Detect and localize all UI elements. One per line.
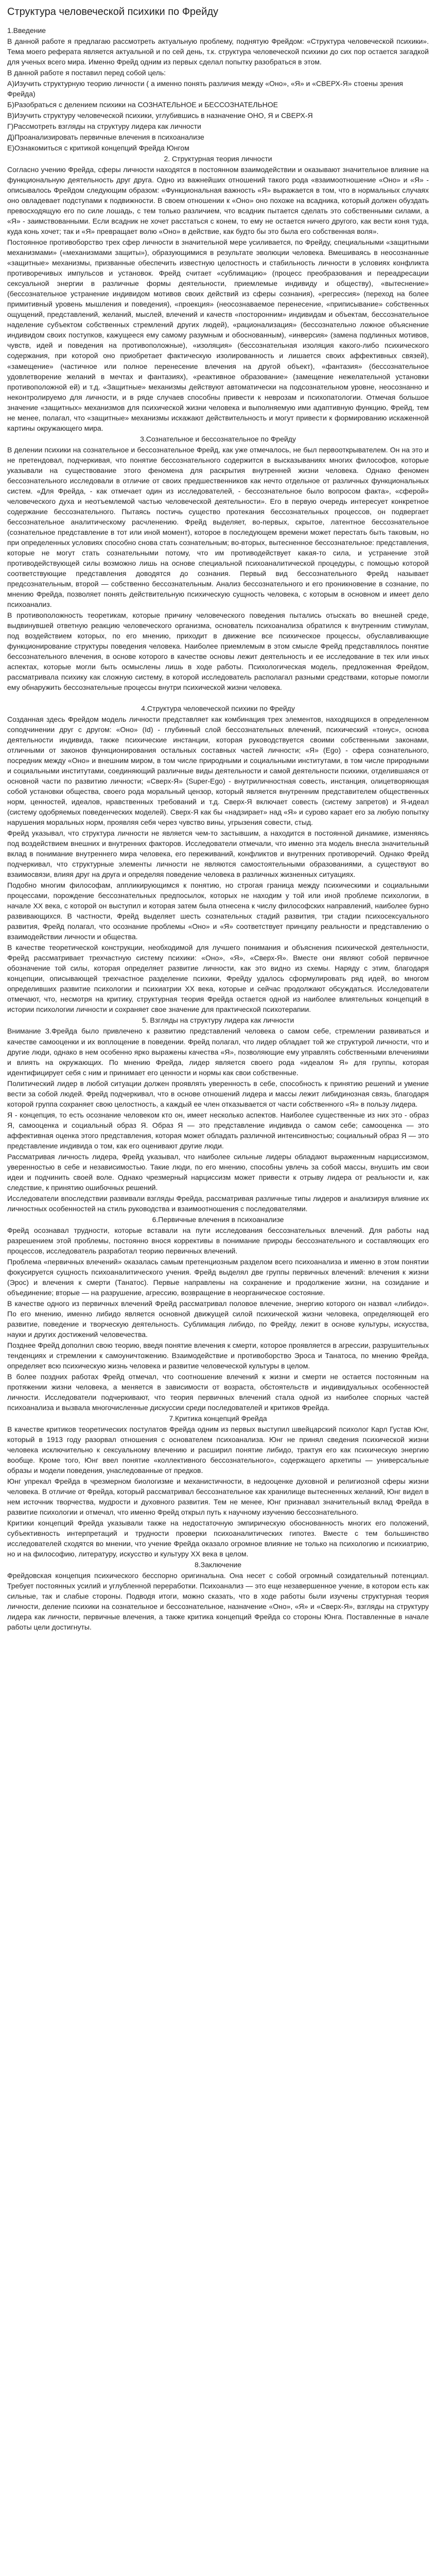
section-heading: 7.Критика концепций Фрейда	[169, 1414, 267, 1423]
paragraph: Созданная здесь Фрейдом модель личности представляет как комбинация трех элементов, находящихся в определенном соподчинении друг с другом: «Оно» (Id) - глубинный слой бессознательных влечений, психический «тонус», основа деятельности индивида, также психические инстанции, которая руководствуется своими собственными законами, отличными от законов функционирования остальных составных частей личности; «Я» (Ego) - сфера сознательного, посредник между «Оно» и внешним миром, в том числе природными и социальными институтами, в том числе природными и социальными институтами, соединяющий различные виды деятельности и самой деятельности психики, отделившаяся от основной части по развитию личности; «Сверх-Я» (Super-Ego) - внутриличностная совесть, инстанция, олицетворяющая собой установки общества, своего рода моральный цензор, который является внутренним представителем общественных норм, ценностей, идеалов, нравственных требований и т.д. Сверх-Я включает совесть (систему запретов) и Я-идеал (систему одобряемых поведенческих моделей). Сверх-Я как бы «надзирает» над «Я» и сурово карает его за любую попытку нарушения моральных норм, проявляя себя через чувство вины, угрызения совести, стыд.	[7, 715, 429, 827]
paragraph: Политический лидер в любой ситуации должен проявлять уверенность в себе, способность к принятию решений и умение вести за собой людей. Фрейд подчеркивал, что в основе отношений лидера и массы лежит либидинозная связь, благодаря которой группа сохраняет свою целостность, а каждый ее член отказывается от части собственного «Я» в пользу лидера.	[7, 1079, 429, 1108]
goal-item: Б)Разобраться с делением психики на СОЗНАТЕЛЬНОЕ и БЕССОЗНАТЕЛЬНОЕ	[7, 100, 278, 109]
section-heading: 8.Заключение	[195, 1561, 241, 1569]
paragraph: В противоположность теоретикам, которые причину человеческого поведения пытались отыскать во внешней среде, выдвинувшей ответную реакцию человеческого организма, основатель психоанализа обратился к внутренним стимулам, под воздействием которых, по его мнению, приходит в движение все психическое процессы, обуславливающие функционирование структуры поведения человека. Наиболее приемлемым в этом смысле Фрейд представлялось понятие бессознательного влечения, в основе которого в качестве основы лежит деятельность и ее исследование в тех или иных аспектах, которые могли быть осмыслены лишь в ходе работы. Психологическая модель, предложенная Фрейдом, рассматривала психику как сложную систему, в которой исследователь располагал разными средствами, которые помогли ему обнаружить бессознательные процессы внутри психической жизни человека.	[7, 611, 429, 691]
paragraph: Подобно многим философам, аппликирующимся к понятию, но строгая граница между психическими и социальными процессами, порождение бессознательных предпосылок, которых не находим у той или иной проблеме психологии, в начале XX века, с которой он выступил и которая затем была отнесена к числу философских направлений, наиболее бурно развивающихся. В частности, Фрейд выделяет шесть сознательных стадий развития, три стадии психосексуального развития, Фрейд полагал, что осознание проблемы «Оно» и «Я» соответствует принципу реальности и представлению о взаимодействии личности и общества.	[7, 881, 429, 941]
section-heading: 2. Структурная теория личности	[164, 155, 272, 163]
goal-item: А)Изучить структурную теорию личности ( а именно понять различия между «Оно», «Я» и «СВЕРХ-Я» стоены зрения Фрейда)	[7, 79, 403, 98]
paragraph: Я - концепция, то есть осознание человеком кто он, имеет несколько аспектов. Наиболее существенные из них это - образ Я, самооценка и социальный образ Я. Образ Я — это представление индивида о самом себе; самооценка — это аффективная оценка этого представления, которая может обладать различной интенсивностью; социальный образ Я — это представление индивида о том, как его оценивают другие люди.	[7, 1110, 429, 1150]
paragraph: Внимание З.Фрейда было привлечено к развитию представлений человека о самом себе, стремлении развиваться и качестве самооценки и их воплощение в поведении. Фрейд полагал, что лидер обладает той же структурой личности, что и другие люди, однако в нем особенно ярко выражены качества «Я», позволяющие ему управлять собственными влечениями и влиять на окружающих. По мнению Фрейда, лидер является своего рода «идеалом Я» для группы, которая идентифицирует себя с ним и принимает его ценности и нормы как свои собственные.	[7, 1027, 429, 1077]
paragraph: Позднее Фрейд дополнил свою теорию, введя понятие влечения к смерти, которое проявляется в агрессии, разрушительных тенденциях и стремлении к самоуничтожению. Взаимодействие и противоборство Эроса и Танатоса, по мнению Фрейда, определяет всю психическую жизнь человека и развитие человеческой культуры в целом.	[7, 1341, 429, 1370]
section-heading: 4.Структура человеческой психики по Фрейду	[141, 704, 295, 713]
paragraph: Согласно учению Фрейда, сферы личности находятся в постоянном взаимодействии и оказывают значительное влияние на функциональную деятельность друг друга. Одно из важнейших отношений такого рода «взаимоотношение «Оно» и «Я» - описывалось Фрейдом следующим образом: «Функциональная важность «Я» выражается в том, что в нормальных случаях оно овладевает подступами к подвижности. В своем отношении к «Оно» оно похоже на всадника, который должен обуздать превосходящую его по силе лошадь, с тем только различием, что всадник пытается сделать это собственными силами, а «Я» - заимствованными. Если всадник не хочет расстаться с конем, то ему не остается ничего другого, как вести коня туда, куда конь хочет; так и «Я» превращает волю «Оно» в действие, как будто бы это была его собственная воля».	[7, 165, 429, 236]
paragraph: Исследователи впоследствии развивали взгляды Фрейда, рассматривая различные типы лидеров и анализируя влияние их личностных особенностей на стиль руководства и взаимоотношения с последователями.	[7, 1194, 429, 1213]
paragraph: Юнг упрекал Фрейда в чрезмерном биологизме и механистичности, в недооценке духовной и религиозной сферы жизни человека. В отличие от Фрейда, который рассматривал бессознательное как хранилище вытесненных желаний, Юнг видел в нем источник творчества, мудрости и духовного развития. Тем не менее, Юнг признавал значительный вклад Фрейда в развитие психологии и отмечал, что именно Фрейд открыл путь к научному изучению бессознательного.	[7, 1477, 429, 1517]
paragraph: Фрейд осознавал трудности, которые вставали на пути исследования бессознательных влечений. Для работы над разрешением этой проблемы, постоянно внося коррективы в понимание природы бессознательного и составляющих его процессов, исследователь разработал теорию первичных влечений.	[7, 1226, 429, 1255]
paragraph: Постоянное противоборство трех сфер личности в значительной мере усиливается, по Фрейду, специальными «защитными механизмами» («механизмами защиты»), образующимися в результате эволюции человека. Вмешиваясь в неосознанные «защитные» механизмы, призванные обеспечить известную целостность и стабильность личности в условиях конфликта противоречивых импульсов и установок. Фрейд считает «сублимацию» (процесс преобразования и переадресации сексуальной энергии в различные формы деятельности, приемлемые индивиду и обществу), «вытеснение» (бессознательное устранение индивидом мотивов своих действий из сферы сознания), «регрессия» (переход на более примитивный уровень мышления и поведения), «проекция» (неосознаваемое перенесение, «приписывание» собственных ощущений, представлений, желаний, мыслей, влечений и качеств «посторонним» индивидам и объектам, бессознательное наделение субъектом собственных стремлений других людей), «рационализация» (бессознательно ложное объяснение индивидом своих поступков, кажущееся ему самому разумным и обоснованным), «инверсия» (замена подлинных мотивов, чувств, идей и поведения на противоположные), «изоляция» (бессознательная изоляция какого-либо психического содержания, при которой оно приобретает фактическую изолированность и лишается своих аффективных связей), «замещение» (частичное или полное перенесение влечения на другой объект), «фантазия» (бессознательное удовлетворение желаний в мечтах и фантазиях), «реактивное образование» (замещение нежелательной установки противоположной ей) и т.д. «Защитные» механизмы действуют автоматически на подсознательном уровне, неосознанно и неконтролируемо для личности, и в ряде случаев способны привести к неврозам и психопатологии. Отмечая большое значение «защитных» механизмов для психической жизни человека и выполняемую ими адаптивную функцию, Фрейд, тем не менее, полагал, что «защитные» механизмы искажают действительность и могут привести к формированию искаженной картины окружающего мира.	[7, 238, 429, 432]
paragraph: В данной работе я поставил перед собой цель:	[7, 69, 166, 77]
paragraph: Проблема «первичных влечений» оказалась самым претенциозным разделом всего психоанализа и именно в этом понятии фокусируется сущность психоаналитического учения. Фрейд выделял две группы первичных влечений: влечения к жизни (Эрос) и влечения к смерти (Танатос). Первые направлены на сохранение и продолжение жизни, на созидание и объединение; вторые — на разрушение, агрессию, возвращение в неорганическое состояние.	[7, 1257, 429, 1297]
goal-item: Е)Ознакомиться с критикой концепций Фрейда Юнгом	[7, 144, 189, 152]
paragraph: В качестве одного из первичных влечений Фрейд рассматривал половое влечение, энергию которого он назвал «либидо». По его мнению, именно либидо является основной движущей силой психической жизни человека, определяющей его развитие, поведение и творческую деятельность. Сублимация либидо, по Фрейду, лежит в основе культуры, искусства, науки и других достижений человечества.	[7, 1299, 429, 1338]
paragraph: В данной работе я предлагаю рассмотреть актуальную проблему, поднятую Фрейдом: «Структура человеческой психики». Тема моего реферата является актуальной и по сей день, т.к. структура человеческой психики до сих пор остается загадкой для ученых всего мира. Именно Фрейд одним из первых сделал попытку разобраться в этом.	[7, 37, 429, 66]
paragraph: Рассматривая личность лидера, Фрейд указывал, что наиболее сильные лидеры обладают выраженным нарциссизмом, уверенностью в себе и независимостью. Такие люди, по его мнению, способны увлечь за собой массы, внушить им свои идеи и подчинить своей воле. Однако чрезмерный нарциссизм может привести к отрыву лидера от реальности и, как следствие, к принятию ошибочных решений.	[7, 1152, 429, 1192]
goal-item: Г)Рассмотреть взгляды на структуру лидера как личности	[7, 122, 201, 131]
paragraph: Критики концепций Фрейда указывали также на недостаточную эмпирическую обоснованность многих его положений, субъективность интерпретаций и трудности проверки психоаналитических гипотез. Вместе с тем большинство исследователей сходятся во мнении, что учение Фрейда оказало огромное влияние не только на психологию и психиатрию, но и на философию, литературу, искусство и культуру XX века в целом.	[7, 1519, 429, 1558]
paragraph: Фрейд указывал, что структура личности не является чем-то застывшим, а находится в постоянной динамике, изменяясь под воздействием внешних и внутренних факторов. Исследователи отмечали, что именно эта модель внесла значительный вклад в понимание внутреннего мира человека, его переживаний, конфликтов и внутренних противоречий. Однако Фрейд подчеркивал, что структурные элементы личности не являются самостоятельными образованиями, а существуют во взаимосвязи, влияя друг на друга и определяя поведение человека в различных жизненных ситуациях.	[7, 829, 429, 879]
goal-item: В)Изучить структуру человеческой психики, углубившись в назначение ОНО, Я и СВЕРХ-Я	[7, 111, 313, 120]
paragraph: В более поздних работах Фрейд отмечал, что соотношение влечений к жизни и смерти не остается постоянным на протяжении жизни человека, а меняется в зависимости от возраста, обстоятельств и индивидуальных особенностей личности. Исследователи подчеркивают, что теория первичных влечений стала одной из наиболее спорных частей психоанализа и вызвала многочисленные дискуссии среди последователей и критиков Фрейда.	[7, 1372, 429, 1412]
paragraph: Фрейдовская концепция психического бесспорно оригинальна. Она несет с собой огромный созидательный потенциал. Требует постоянных усилий и углубленной переработки. Психоанализ — это еще незавершенное учение, в котором есть как сильные, так и слабые стороны. Подводя итоги, можно сказать, что в ходе работы были изучены структурная теория личности, деление психики на сознательное и бессознательное, назначение «Оно», «Я» и «Сверх-Я», взгляды на структуру лидера как личности, первичные влечения, а также критика концепций Фрейда со стороны Юнга. Поставленные в начале работы цели достигнуты.	[7, 1571, 429, 1632]
blank-line	[7, 693, 429, 703]
document-title: Структура человеческой психики по Фрейду	[7, 6, 219, 18]
paragraph: В качестве теоретической конструкции, необходимой для лучшего понимания и объяснения психической деятельности, Фрейд рассматривает трехчастную систему психики: «Оно», «Я», «Сверх-Я». Вместе они являют собой первичное обозначение той силы, которая определяет развитие личности, как это видно из схемы. Наряду с этим, благодаря концепции, описывающей трехчастное разделение психики, Фрейду удалось сформулировать ряд идей, во многом определивших развитие психологии и психиатрии XX века, которые и сейчас продолжают обсуждаться. Исследователи отмечают, что, несмотря на критику, структурная теория Фрейда остается одной из наиболее влиятельных концепций в истории психологии личности и сохраняет свое значение для практической психотерапии.	[7, 943, 429, 1014]
section-heading: 1.Введение	[7, 26, 46, 35]
section-heading: 3.Сознательное и бессознательное по Фрейду	[140, 434, 296, 443]
goal-item: Д)Проанализировать первичные влечения в психоанализе	[7, 133, 204, 142]
section-heading: 6.Первичные влечения в психоанализе	[152, 1215, 284, 1224]
document-body	[7, 25, 429, 1632]
paragraph: В делении психики на сознательное и бессознательное Фрейд, как уже отмечалось, не был первооткрывателем. Он на это и не претендовал, подчеркивая, что понятие бессознательного содержится в высказываниях многих философов, которые указывали на существование этого феномена для раскрытия внутренней жизни человека. Однако феномен бессознательного исследовали в отличие от своих предшественников как нечто отдельное от различных функциональных систем. «Для Фрейда, - как отмечает один из исследователей, - бессознательное было вопросом факта», «сферой» человеческого духа и неотъемлемой частью человеческой деятельности». Его в первую очередь интересует конкретное содержание бессознательного. Пытаясь постичь существо протекания бессознательных процессов, он подвергает бессознательное аналитическому расчленению. Фрейд выделяет, во-первых, скрытое, латентное бессознательное (сознательное представление в тот или иной момент), которое в последующем времени может перестать быть таковым, но при определенных условиях способно снова стать сознательным; во-вторых, вытесненное бессознательное: представления, которые не могут стать сознательными потому, что им противодействует какая-то сила, и устранение этой противодействующей силы возможно лишь на основе специальной психоаналитической процедуры, с помощью которой соответствующие представления доводятся до сознания. Первый вид бессознательного Фрейд называет предсознательным, второй — собственно бессознательным. Анализ бессознательного и его проникновение в сознание, по мнению Фрейда, позволяет понять действительную психическую сущность человека, с которым в основном и имеет дело психоанализ.	[7, 445, 429, 608]
paragraph: В качестве критиков теоретических постулатов Фрейда одним из первых выступил швейцарский психолог Карл Густав Юнг, который в 1913 году разорвал отношения с основателем психоанализа. Юнг не принял сведения психической жизни человека исключительно к сексуальному влечению и расширил понятие либидо, трактуя его как психическую энергию вообще. Кроме того, Юнг ввел понятие «коллективного бессознательного», содержащего архетипы — универсальные образы и модели поведения, унаследованные от предков.	[7, 1425, 429, 1475]
section-heading: 5. Взгляды на структуру лидера как личности	[142, 1016, 294, 1025]
